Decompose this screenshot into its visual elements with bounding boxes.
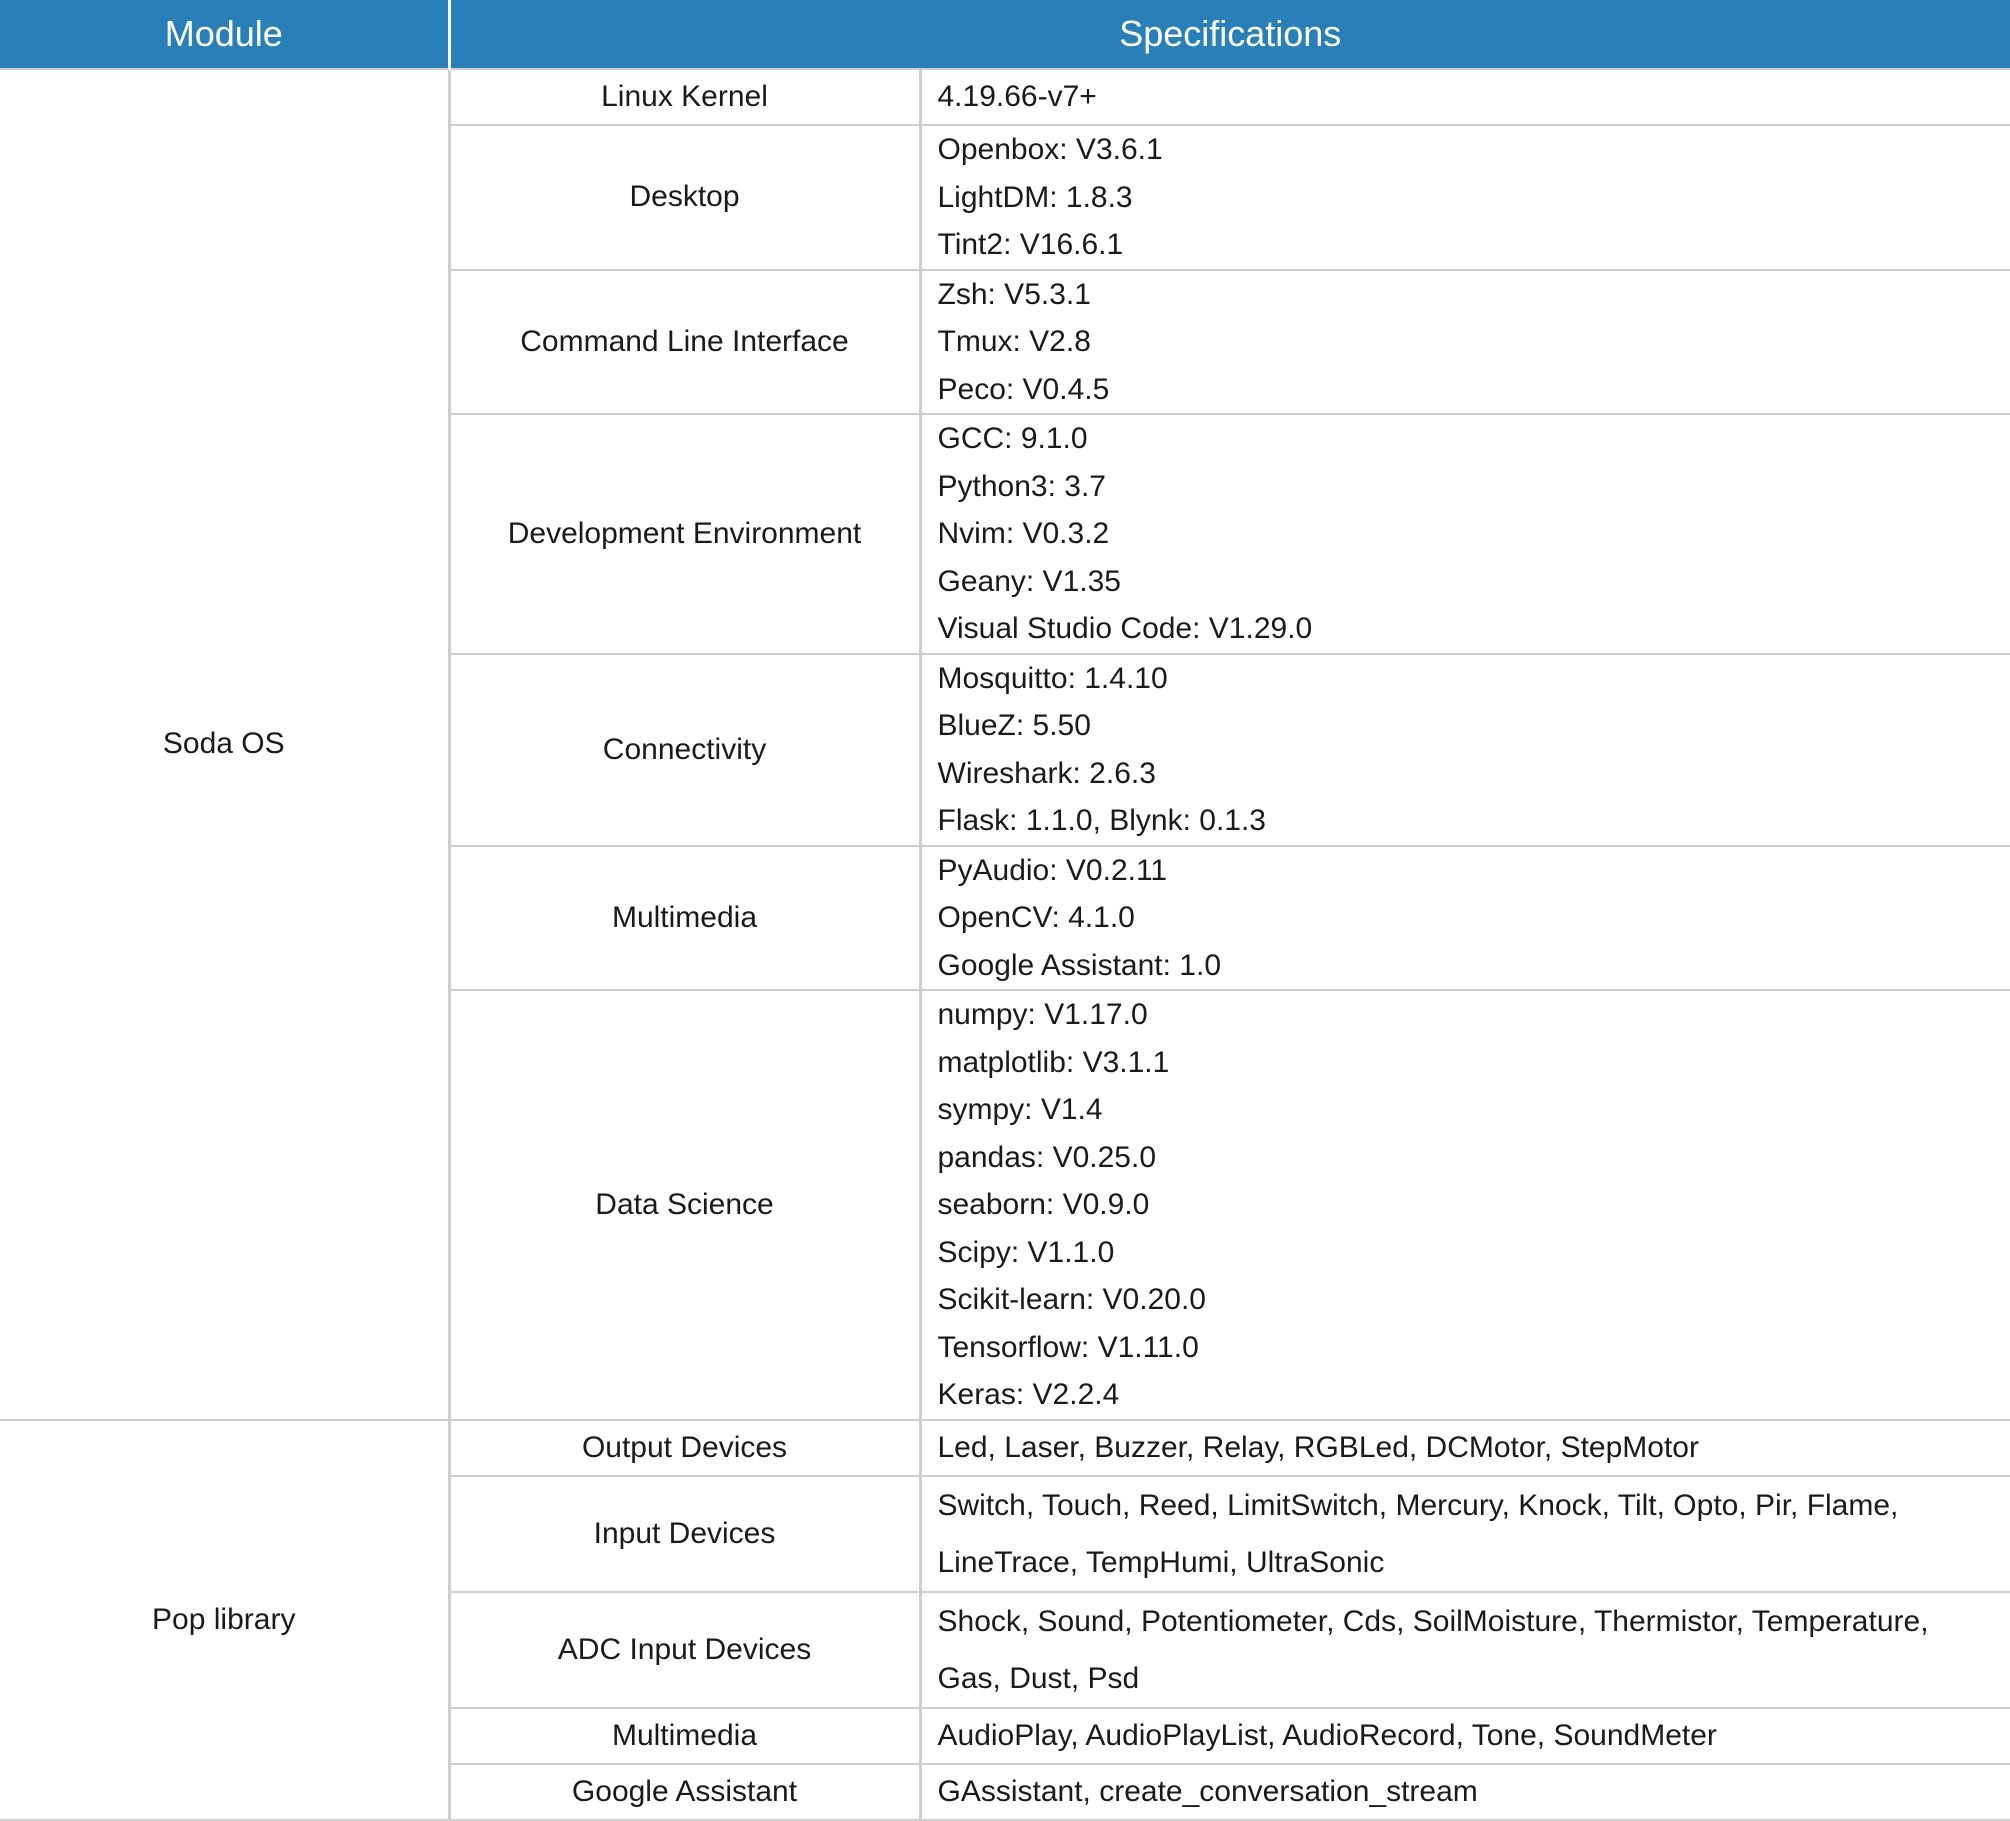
header-row — [0, 0, 2010, 69]
table-row — [0, 69, 2010, 125]
table-row — [0, 1420, 2010, 1476]
spec-cell — [920, 125, 2010, 270]
feature-cell: Connectivity — [449, 654, 920, 846]
spec-item: Wireshark: 2.6.3 — [938, 750, 2010, 798]
feature-cell: Linux Kernel — [449, 69, 920, 125]
module-cell: Soda OS — [0, 69, 449, 1420]
spec-item: seaborn: V0.9.0 — [938, 1181, 2010, 1229]
feature-cell: Output Devices — [449, 1420, 920, 1476]
spec-cell — [920, 1420, 2010, 1476]
spec-item: LightDM: 1.8.3 — [938, 174, 2010, 222]
spec-item: Keras: V2.2.4 — [938, 1371, 2010, 1419]
spec-item: Peco: V0.4.5 — [938, 366, 2010, 414]
feature-cell: Data Science — [449, 990, 920, 1420]
spec-item: Tint2: V16.6.1 — [938, 221, 2010, 269]
spec-body — [0, 69, 2010, 1820]
module-cell: Pop library — [0, 1420, 449, 1820]
spec-cell — [920, 1476, 2010, 1592]
spec-item: BlueZ: 5.50 — [938, 702, 2010, 750]
spec-item: Flask: 1.1.0, Blynk: 0.1.3 — [938, 797, 2010, 845]
spec-item: 4.19.66-v7+ — [938, 72, 2010, 122]
feature-cell: Google Assistant — [449, 1764, 920, 1820]
spec-item: Mosquitto: 1.4.10 — [938, 655, 2010, 703]
spec-item: Google Assistant: 1.0 — [938, 942, 2010, 990]
spec-item: pandas: V0.25.0 — [938, 1134, 2010, 1182]
spec-item: Zsh: V5.3.1 — [938, 271, 2010, 319]
spec-cell — [920, 69, 2010, 125]
feature-cell: Multimedia — [449, 1708, 920, 1764]
spec-item: Visual Studio Code: V1.29.0 — [938, 605, 2010, 653]
feature-cell: Command Line Interface — [449, 270, 920, 415]
spec-item: Python3: 3.7 — [938, 463, 2010, 511]
spec-item: Nvim: V0.3.2 — [938, 510, 2010, 558]
spec-item: matplotlib: V3.1.1 — [938, 1039, 2010, 1087]
spec-item: Switch, Touch, Reed, LimitSwitch, Mercury, Knock, Tilt, Opto, Pir, Flame, LineTrace, TempHumi, UltraSonic — [938, 1477, 2010, 1591]
spec-cell — [920, 1592, 2010, 1708]
spec-item: Led, Laser, Buzzer, Relay, RGBLed, DCMotor, StepMotor — [938, 1423, 2010, 1473]
spec-cell — [920, 846, 2010, 991]
feature-cell: Development Environment — [449, 414, 920, 654]
spec-item: PyAudio: V0.2.11 — [938, 847, 2010, 895]
spec-item: Scipy: V1.1.0 — [938, 1229, 2010, 1277]
spec-item: Openbox: V3.6.1 — [938, 126, 2010, 174]
spec-item: AudioPlay, AudioPlayList, AudioRecord, Tone, SoundMeter — [938, 1711, 2010, 1761]
header-specifications: Specifications — [449, 0, 2010, 69]
spec-cell — [920, 270, 2010, 415]
spec-cell — [920, 990, 2010, 1420]
spec-cell — [920, 1764, 2010, 1820]
spec-item: sympy: V1.4 — [938, 1086, 2010, 1134]
spec-cell — [920, 414, 2010, 654]
spec-item: Geany: V1.35 — [938, 558, 2010, 606]
spec-item: Scikit-learn: V0.20.0 — [938, 1276, 2010, 1324]
feature-cell: ADC Input Devices — [449, 1592, 920, 1708]
spec-item: Tmux: V2.8 — [938, 318, 2010, 366]
feature-cell: Input Devices — [449, 1476, 920, 1592]
spec-item: Tensorflow: V1.11.0 — [938, 1324, 2010, 1372]
spec-item: GCC: 9.1.0 — [938, 415, 2010, 463]
spec-cell — [920, 654, 2010, 846]
spec-item: Shock, Sound, Potentiometer, Cds, SoilMoisture, Thermistor, Temperature, Gas, Dust, Psd — [938, 1593, 2010, 1707]
spec-cell — [920, 1708, 2010, 1764]
spec-item: OpenCV: 4.1.0 — [938, 894, 2010, 942]
spec-item: numpy: V1.17.0 — [938, 991, 2010, 1039]
feature-cell: Desktop — [449, 125, 920, 270]
header-module: Module — [0, 0, 449, 69]
spec-item: GAssistant, create_conversation_stream — [938, 1767, 2010, 1817]
feature-cell: Multimedia — [449, 846, 920, 991]
